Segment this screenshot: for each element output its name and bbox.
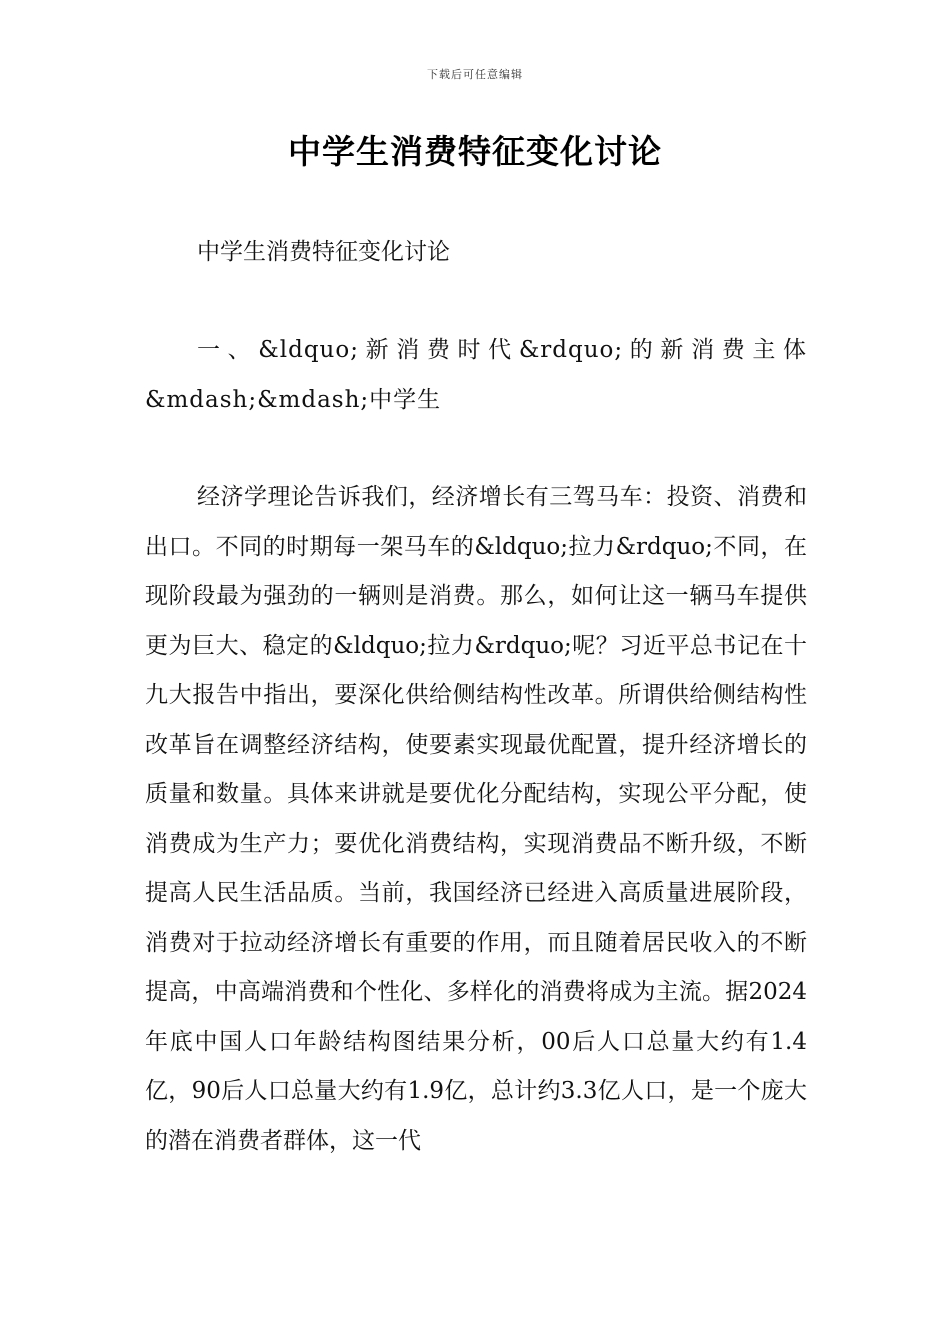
- body-paragraph: 经济学理论告诉我们，经济增长有三驾马车：投资、消费和出口。不同的时期每一架马车的&ldquo;拉力&rdquo;不同，在现阶段最为强劲的一辆则是消费。那么，如何让这一辆马车提供更为巨大、稳定的&ldquo;拉力&rdquo;呢？习近平总书记在十九大报告中指出，要深化供给侧结构性改革。所谓供给侧结构性改革旨在调整经济结构，使要素实现最优配置，提升经济增长的质量和数量。具体来讲就是要优化分配结构，实现公平分配，使消费成为生产力；要优化消费结构，实现消费品不断升级，不断提高人民生活品质。当前，我国经济已经进入高质量进展阶段，消费对于拉动经济增长有重要的作用，而且随着居民收入的不断提高，中高端消费和个性化、多样化的消费将成为主流。据2024年底中国人口年龄结构图结果分析，00后人口总量大约有1.4亿，90后人口总量大约有1.9亿，总计约3.3亿人口，是一个庞大的潜在消费者群体，这一代: [145, 484, 807, 1154]
- document-subtitle: 中学生消费特征变化讨论: [197, 239, 450, 265]
- section-heading: 一、&ldquo;新消费时代&rdquo;的新消费主体&mdash;&mdash;中学生: [145, 337, 807, 413]
- header-note: 下载后可任意编辑: [427, 68, 523, 81]
- document-title: 中学生消费特征变化讨论: [288, 132, 662, 171]
